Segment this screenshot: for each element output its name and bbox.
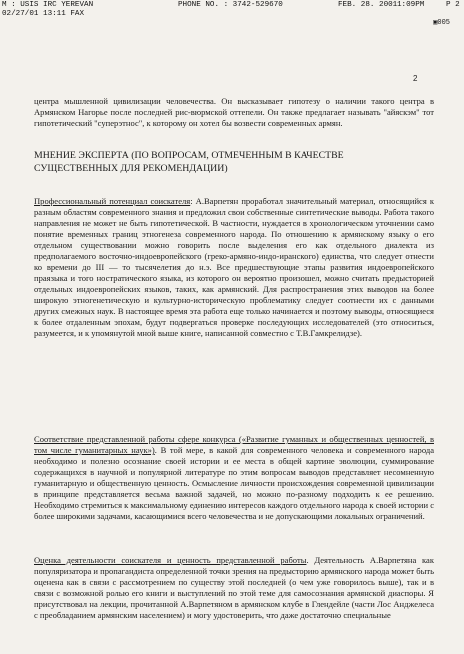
intro-paragraph: центра мышленной цивилизации человечества. Он высказывает гипотезу о наличии такого центра в Армянском Нагорье после последней рис-вюрмской оттепели. Он также предлагает называть "айяскэм" тот гипотетический "суперэтнос", к которому он хотел бы возвести современных армян. (34, 96, 434, 128)
paragraph-professional-potential (34, 196, 434, 339)
fax-stamp-line: 02/27/01 13:11 FAX (2, 10, 85, 18)
paragraph-relevance (34, 434, 434, 522)
paragraph-body: . В той мере, в какой для современного человека и современного народа необходимо и полезно осознание своей истории и ее места в общей картине эволюции, суммирование содержащихся в научной и популярной литературе по этим вопросам выводов представляет несомненную гуманитарную и общественную ценность. Осмысление личности происхождения современной цивилизации в принципе представляется весьма важной задачей, но можно по-разному подходить к ее решению. Необходимо стремиться к максимальному единению интересов каждого отдельного народа к своей истории с более широкими задачами, касающимися всего человечества и не допускающими локальных ограничений. (34, 445, 434, 521)
paragraph-lead: Оценка деятельности соискателя и ценность представленной работы (34, 555, 307, 565)
page-number: 2 (413, 74, 418, 83)
fax-stamp-code: ▣005 (433, 19, 450, 27)
paragraph-body: : А.Варпетян проработал значительный материал, относящийся к разным областям современного знания и предложил свои собственные синтетические выводы. Работа такого направления не может не быть гипотетической. В частности, нуждается в хронологическом уточнении само понятие временных границ этногенеза современного народа. По отношению к армянскому языку о его отдельном существовании можно говорить после выделения его как отдельного диалекта из предполагаемого восточно-индоевропейского (греко-армяно-индо-иранского) единства, что следует отнести ко времени до III — то тысячелетия до н.э. Все предшествующие этапы развития индоевропейского праязыка и того ностратического языка, из которого он вероятно произошел, можно считать предысторией отдельных индоевропейских языков, таких, как армянский. Для распространения этих выводов на более широкую этногенетическую и культурно-историческую проблематику следует соотнести их с данными других смежных наук. В настоящее время эта работа еще только начинается и поэтому выводы, относящиеся к более отдаленным эпохам, будут подвергаться проверке последующих исследователей (это относиться, разумеется, и к упомянутой мной выше книге, написанной совместно с Т.В.Гамкрелидзе). (34, 196, 434, 338)
paragraph-lead: Соответствие представленной работы сфере конкурса («Развитие гуманных и общественных ценностей, в том числе гуманитарных наук») (34, 434, 434, 455)
fax-time: 1:09PM (397, 1, 425, 9)
section-heading: МНЕНИЕ ЭКСПЕРТА (ПО ВОПРОСАМ, ОТМЕЧЕННЫМ В КАЧЕСТВЕ СУЩЕСТВЕННЫХ ДЛЯ РЕКОМЕНДАЦИИ) (34, 150, 344, 174)
paragraph-body: . Деятельность А.Варпетяна как популяризатора и пропагандиста определенной точки зрения на предысторию армянского народа может быть оценена как в связи с рассмотрением по существу этой последней (о чем уже говорилось выше), так и в связи с возможной ролью его книги и выступлений по этой теме для самосознания армянской диаспоры. Я присутствовал на лекции, прочитанной А.Варпетяном в армянском клубе в Глендейле (части Лос Анджелеса с преобладанием армянским населением) и могу удостоверить, что даже достаточно специальные (34, 555, 434, 620)
fax-page: P 2 (446, 1, 460, 9)
fax-date: FEB. 28. 2001 (338, 1, 398, 9)
fax-header (0, 0, 464, 26)
fax-sender: M : USIS IRC YEREVAN (2, 1, 94, 9)
paragraph-assessment (34, 555, 434, 621)
paragraph-lead: Профессиональный потенциал соискателя (34, 196, 191, 206)
fax-phone: PHONE NO. : 3742-529670 (178, 1, 283, 9)
